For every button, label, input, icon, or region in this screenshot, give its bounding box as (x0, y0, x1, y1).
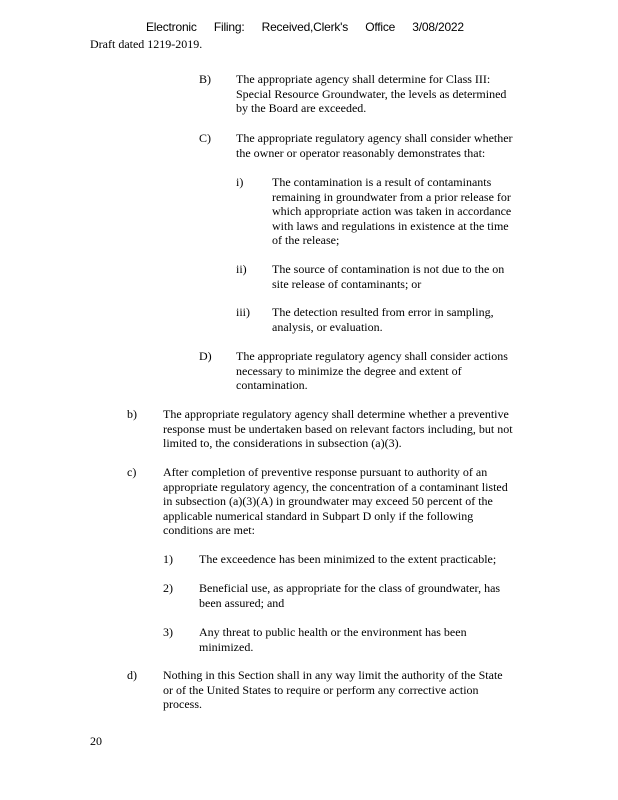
item-text: Beneficial use, as appropriate for the class of groundwater, has been assured; and (199, 581, 501, 610)
header-electronic: Electronic (146, 20, 197, 34)
item-text: The source of contamination is not due to the on site release of contaminants; or (272, 262, 505, 291)
item-label: D) (199, 349, 212, 363)
item-label: 1) (163, 552, 173, 566)
item-label: c) (127, 465, 137, 479)
item-label: ii) (236, 262, 247, 276)
item-label: 3) (163, 625, 173, 639)
item-text: The appropriate agency shall determine for Class III: Special Resource Groundwater, the levels as determined by the Board are exceeded. (236, 72, 507, 115)
item-text: The appropriate regulatory agency shall consider actions necessary to minimize the degree and extent of contamination. (236, 349, 508, 392)
item-text: The appropriate regulatory agency shall consider whether the owner or operator reasonably demonstrates that: (236, 131, 513, 160)
filing-header (146, 20, 478, 34)
item-label: b) (127, 407, 137, 421)
page-number: 20 (90, 734, 102, 748)
header-office: Office (365, 20, 396, 34)
header-date: 3/08/2022 (412, 20, 464, 34)
item-text: The contamination is a result of contaminants remaining in groundwater from a prior release for which appropriate action was taken in accordance with laws and regulations in existence at the time of the release; (272, 175, 512, 247)
item-text: The appropriate regulatory agency shall determine whether a preventive response must be undertaken based on relevant factors including, but not limited to, the considerations in subsection (a)(3). (163, 407, 513, 450)
item-text: After completion of preventive response pursuant to authority of an appropriate regulatory agency, the concentration of a contaminant listed in subsection (a)(3)(A) in groundwater may exceed 50 percent of the applicable numerical standard in Subpart D only if the following conditions are met: (163, 465, 508, 537)
header-received: Received,Clerk's (261, 20, 349, 34)
item-label: C) (199, 131, 211, 145)
item-label: i) (236, 175, 244, 189)
item-text: Any threat to public health or the environment has been minimized. (199, 625, 467, 654)
item-label: iii) (236, 305, 250, 319)
item-label: B) (199, 72, 211, 86)
header-filing: Filing: (213, 20, 245, 34)
item-text: The detection resulted from error in sampling, analysis, or evaluation. (272, 305, 494, 334)
item-text: Nothing in this Section shall in any way limit the authority of the State or of the United States to require or perform any corrective action process. (163, 668, 503, 711)
draft-date-line: Draft dated 1219-2019. (90, 37, 203, 51)
item-label: 2) (163, 581, 173, 595)
item-text: The exceedence has been minimized to the extent practicable; (199, 552, 497, 566)
item-label: d) (127, 668, 137, 682)
